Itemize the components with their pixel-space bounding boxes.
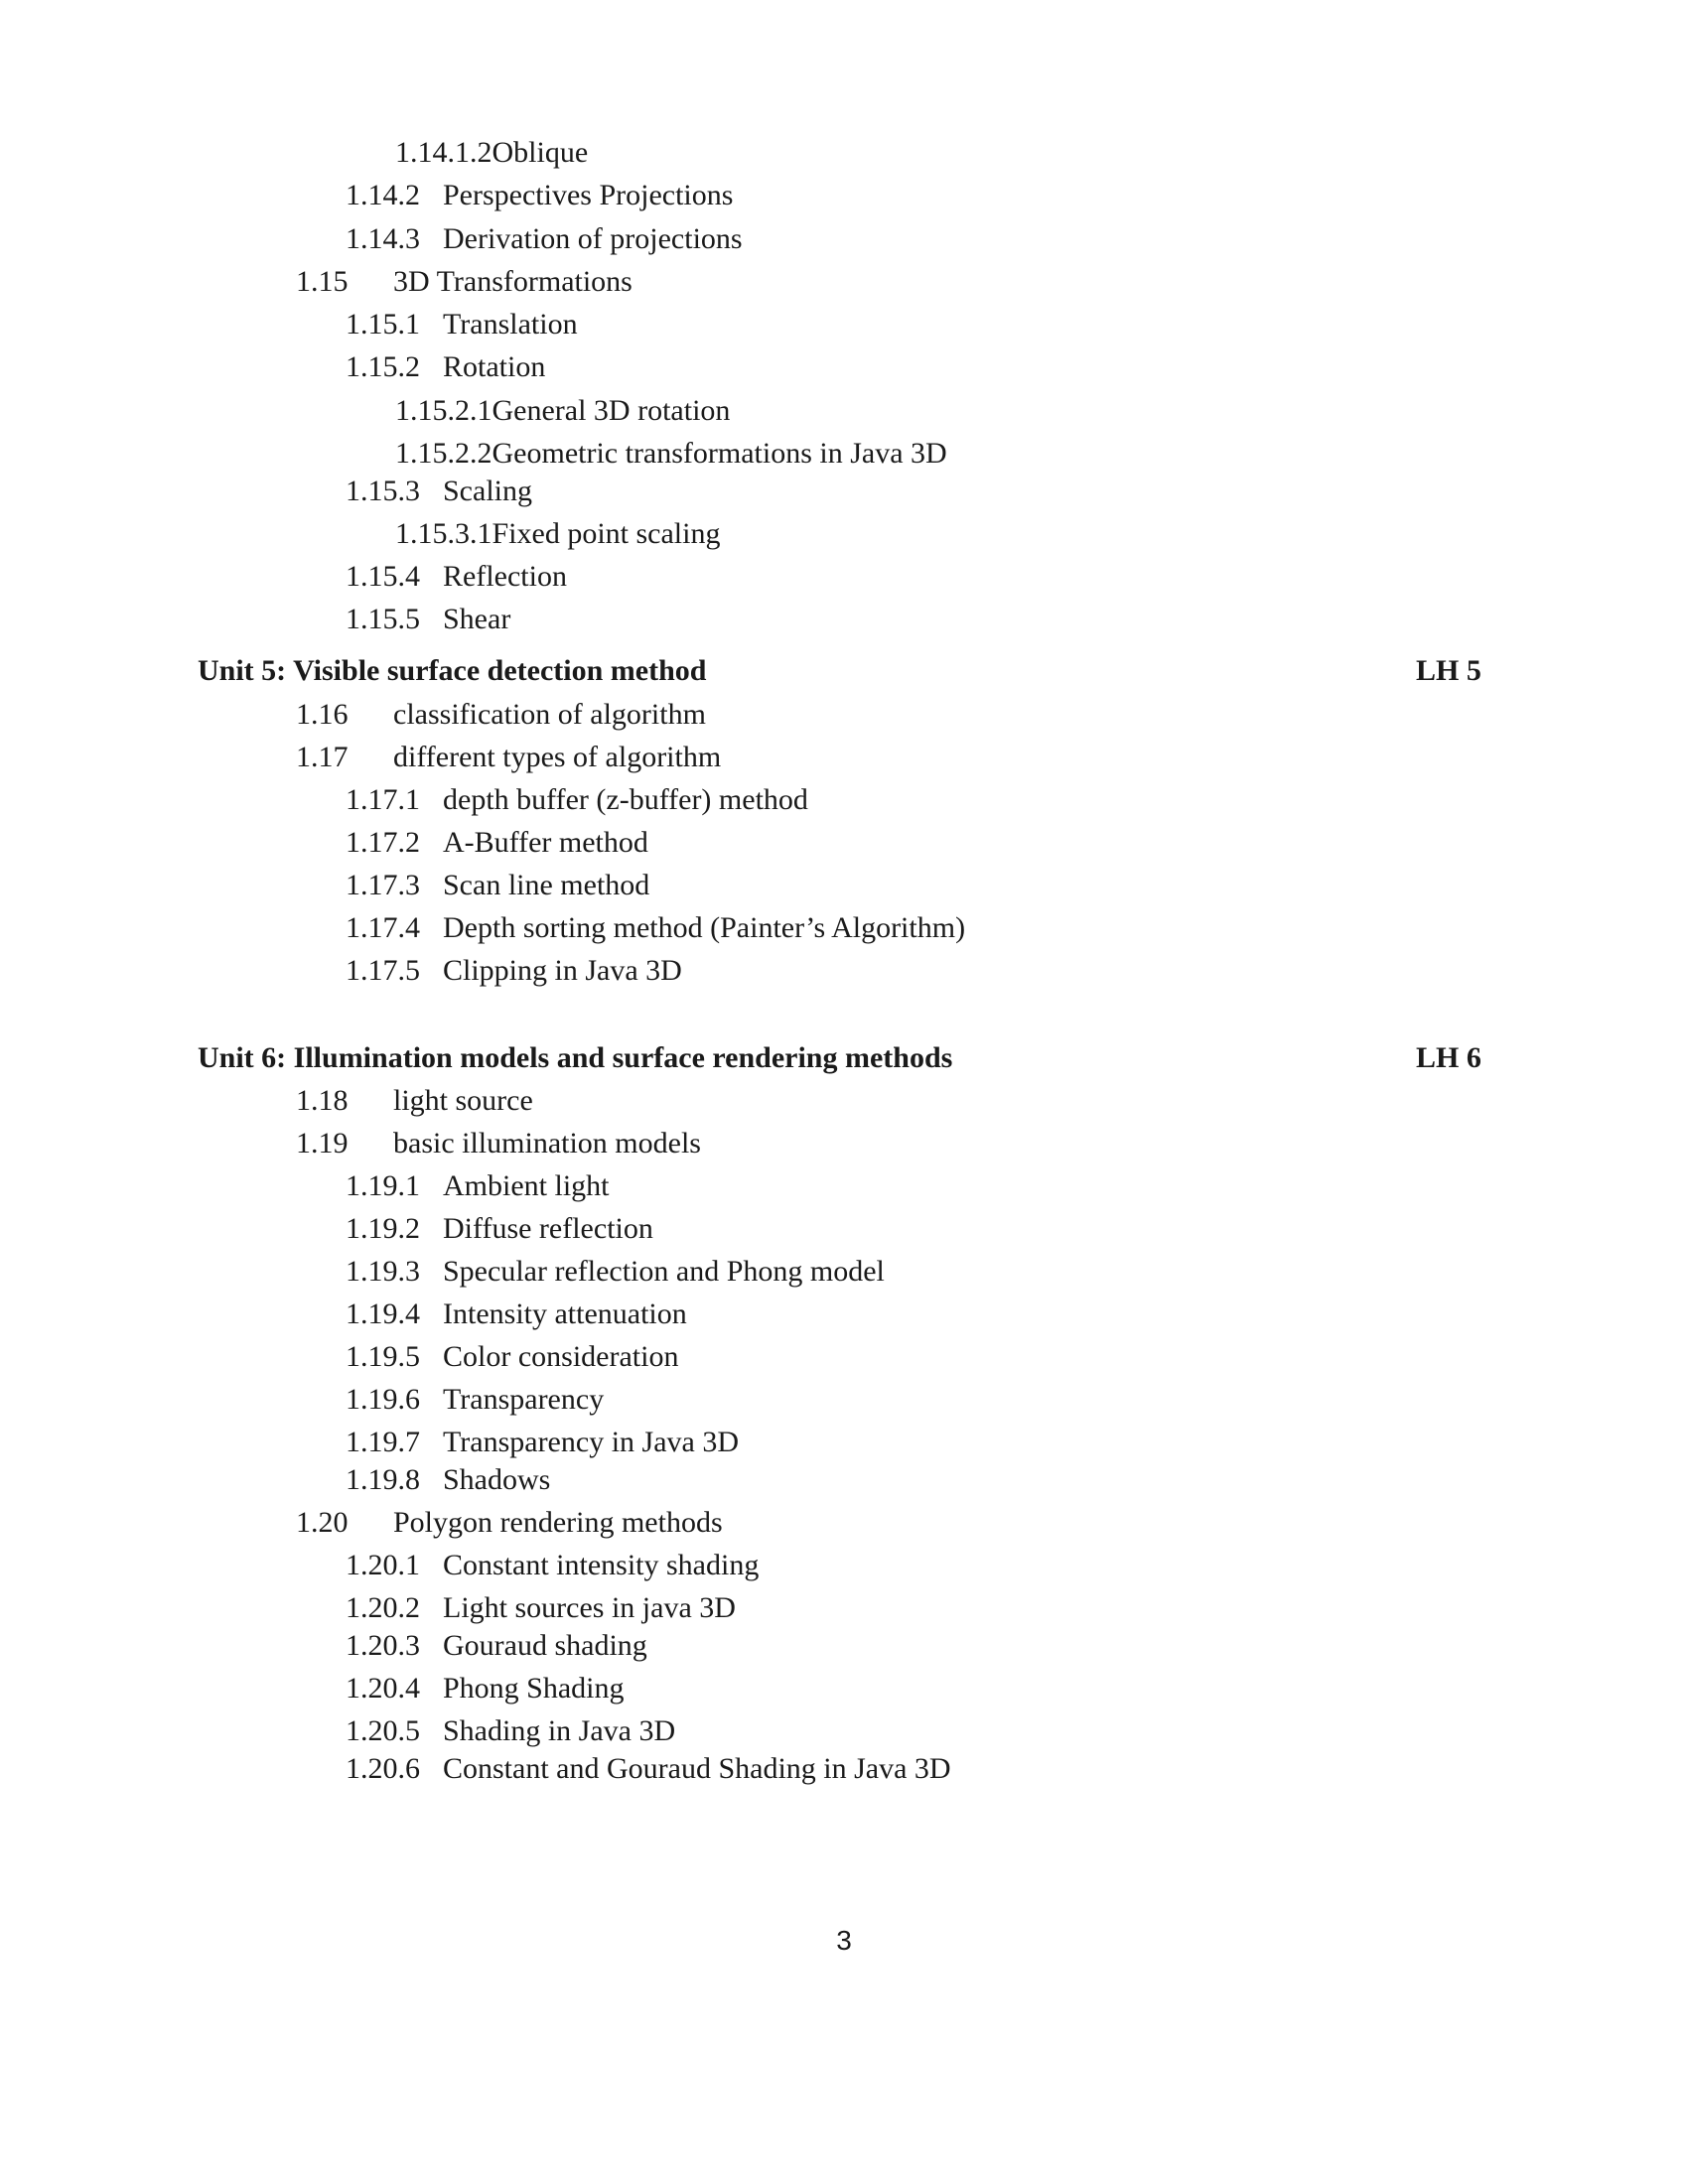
toc-entry [346,1255,885,1289]
toc-number: 1.20.6 [346,1752,420,1785]
toc-number: 1.19.3 [346,1255,420,1288]
toc-number: 1.19.8 [346,1463,420,1496]
toc-title: Shading in Java 3D [443,1714,676,1747]
toc-number: 1.20.2 [346,1591,420,1624]
toc-number: 1.20.4 [346,1672,420,1705]
toc-title: Light sources in java 3D [443,1591,736,1624]
toc-entry [346,1629,647,1663]
toc-number: 1.17.2 [346,826,420,859]
toc-entry [296,265,633,299]
toc-entry [395,437,947,471]
toc-entry [346,1426,739,1459]
toc-number: 1.19.4 [346,1297,420,1330]
toc-entry [346,783,808,817]
toc-number: 1.15 [296,265,349,298]
toc-number: 1.19.6 [346,1383,420,1416]
toc-title: Transparency [443,1383,605,1416]
toc-entry [346,1714,675,1748]
toc-entry [346,869,649,902]
toc-number: 1.15.5 [346,603,420,635]
toc-number: 1.15.2.1 [395,394,492,427]
toc-entry [346,603,510,636]
toc-entry [346,1169,610,1203]
toc-number: 1.20.3 [346,1629,420,1662]
toc-number: 1.14.3 [346,222,420,255]
toc-title: A-Buffer method [443,826,648,859]
toc-number: 1.19.1 [346,1169,420,1202]
toc-title: Color consideration [443,1340,679,1373]
toc-title: Derivation of projections [443,222,743,255]
toc-title: Translation [443,308,578,341]
toc-title: basic illumination models [393,1127,701,1160]
toc-number: 1.20.5 [346,1714,420,1747]
toc-title: depth buffer (z-buffer) method [443,783,808,816]
unit-5-hours: LH 5 [1416,654,1481,687]
toc-title: light source [393,1084,533,1117]
toc-number: 1.15.3 [346,475,420,507]
toc-title: Diffuse reflection [443,1212,653,1245]
toc-entry [296,1127,701,1160]
toc-entry [346,911,965,945]
toc-title: Shear [443,603,511,635]
page-number: 3 [836,1925,852,1956]
toc-number: 1.14.2 [346,179,420,211]
toc-title: Depth sorting method (Painter’s Algorithm) [443,911,966,944]
toc-number: 1.15.1 [346,308,420,341]
toc-entry [346,1591,736,1625]
toc-number: 1.17.1 [346,783,420,816]
toc-entry [296,1506,723,1540]
toc-entry [346,1383,604,1417]
toc-entry [346,1672,625,1706]
unit-6-hours: LH 6 [1416,1041,1481,1074]
toc-title: Constant intensity shading [443,1549,760,1581]
toc-title: different types of algorithm [393,741,722,773]
toc-number: 1.20.1 [346,1549,420,1581]
toc-number: 1.17.4 [346,911,420,944]
toc-title: Polygon rendering methods [393,1506,723,1539]
toc-number: 1.20 [296,1506,349,1539]
toc-title: 3D Transformations [393,265,633,298]
toc-title: Constant and Gouraud Shading in Java 3D [443,1752,951,1785]
toc-number: 1.18 [296,1084,349,1117]
toc-entry [395,394,730,428]
toc-number: 1.15.3.1 [395,517,492,550]
toc-number: 1.15.2 [346,350,420,383]
toc-number: 1.19.2 [346,1212,420,1245]
toc-title: Perspectives Projections [443,179,734,211]
toc-number: 1.17.5 [346,954,420,987]
toc-entry [296,1084,533,1118]
toc-entry [346,1463,550,1497]
toc-entry [296,698,706,732]
toc-title: Scan line method [443,869,650,901]
toc-number: 1.17.3 [346,869,420,901]
toc-number: 1.14.1.2 [395,136,492,169]
toc-entry [346,826,648,860]
toc-title: Specular reflection and Phong model [443,1255,885,1288]
toc-title: Intensity attenuation [443,1297,687,1330]
toc-entry [395,517,720,551]
toc-number: 1.16 [296,698,349,731]
unit-5-heading: Unit 5: Visible surface detection method [198,654,707,687]
toc-title: General 3D rotation [492,394,731,427]
toc-entry [395,136,588,170]
toc-entry [346,475,532,508]
toc-title: Ambient light [443,1169,610,1202]
toc-entry [346,954,682,988]
toc-number: 1.19.5 [346,1340,420,1373]
toc-entry [296,741,721,774]
toc-entry [346,308,578,341]
toc-number: 1.19 [296,1127,349,1160]
toc-entry [346,222,743,256]
toc-number: 1.15.2.2 [395,437,492,470]
toc-title: Clipping in Java 3D [443,954,682,987]
toc-entry [346,1752,951,1786]
toc-title: Geometric transformations in Java 3D [492,437,947,470]
toc-entry [346,1212,653,1246]
toc-title: Gouraud shading [443,1629,647,1662]
toc-title: Phong Shading [443,1672,625,1705]
toc-number: 1.19.7 [346,1426,420,1458]
toc-title: Reflection [443,560,567,593]
toc-title: classification of algorithm [393,698,706,731]
toc-title: Shadows [443,1463,551,1496]
toc-entry [346,1297,687,1331]
toc-entry [346,1549,759,1582]
toc-title: Rotation [443,350,546,383]
toc-title: Scaling [443,475,532,507]
toc-number: 1.15.4 [346,560,420,593]
toc-title: Oblique [492,136,589,169]
toc-number: 1.17 [296,741,349,773]
toc-entry [346,560,567,594]
toc-entry [346,1340,678,1374]
toc-entry [346,179,733,212]
toc-title: Fixed point scaling [492,517,721,550]
toc-title: Transparency in Java 3D [443,1426,739,1458]
unit-6-heading: Unit 6: Illumination models and surface rendering methods [198,1041,953,1074]
toc-entry [346,350,545,384]
